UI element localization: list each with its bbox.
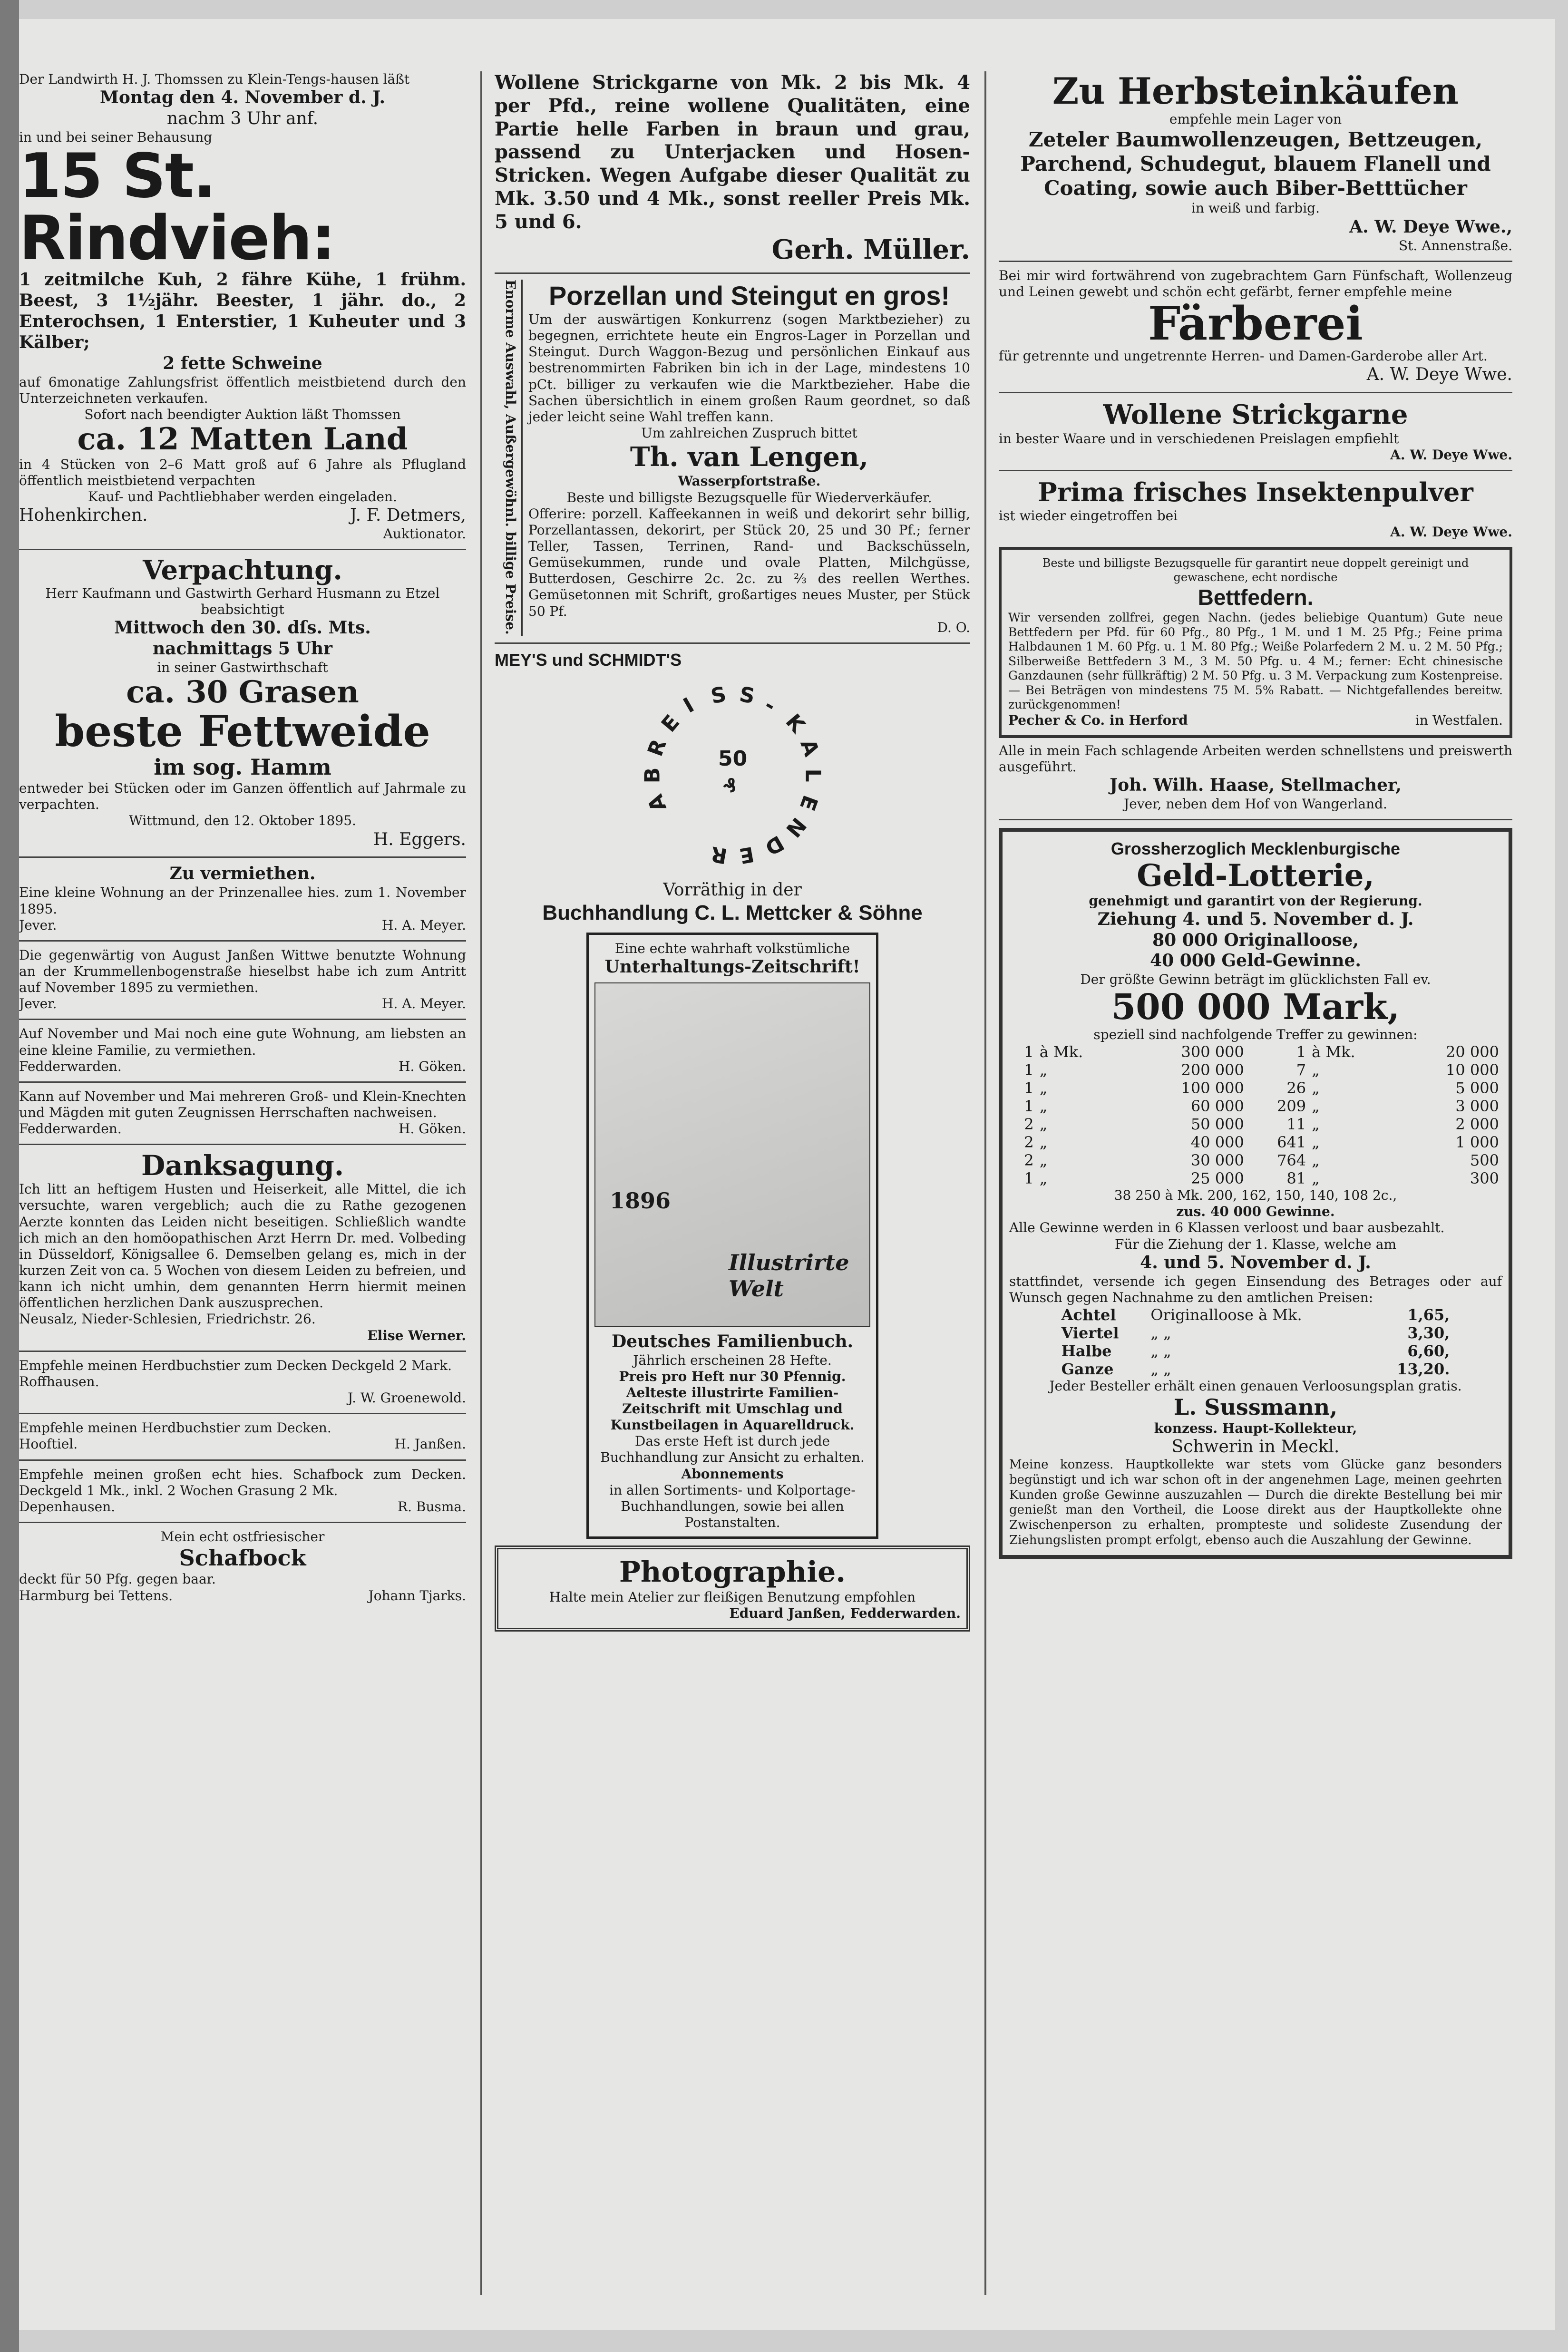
ad-text: zus. 40 000 Gewinne. xyxy=(1176,1204,1335,1220)
ad-place: Fedderwarden. xyxy=(19,1058,122,1074)
prize-cell: 2 xyxy=(1024,1151,1034,1170)
prize-cell: „ xyxy=(1039,1115,1048,1134)
ad-text: in bester Waare und in verschiedenen Preislagen empfiehlt xyxy=(999,431,1399,447)
ad-name: Pecher & Co. in Herford xyxy=(1008,712,1188,728)
ad-place: Neusalz, Nieder-Schlesien, Friedrichstr. 26. xyxy=(19,1311,316,1327)
ad-text: Beste und billigste Bezugsquelle für Wiederverkäufer. xyxy=(566,489,932,505)
magazine-title: Illustrirte Welt xyxy=(729,1249,849,1302)
ad-herdbuchstier-2 xyxy=(19,1420,466,1452)
separator xyxy=(999,470,1512,471)
magazine-cover-image xyxy=(594,982,870,1327)
ad-text: Eine echte wahrhaft volkstümliche xyxy=(614,940,850,956)
ad-text: Sofort nach beendigter Auktion läßt Thomssen xyxy=(84,407,401,423)
ad-name: Joh. Wilh. Haase, Stellmacher, xyxy=(1110,775,1402,796)
price-row xyxy=(1059,1306,1453,1324)
ad-text: Kann auf November und Mai mehreren Groß- und Klein-Knechten und Mägden mit guten Zeugnissen Herrschaften nachweisen. xyxy=(19,1088,466,1121)
price-row xyxy=(1059,1342,1453,1360)
ad-signature xyxy=(19,1121,466,1137)
ad-text: Meine konzess. Hauptkollekte war stets vom Glücke ganz besonders begünstigt und ich war schon oft in der angenehmen Lage, meinen geehrten Kunden große Gewinne auszuzahlen — Durch die direkte Bestellung bei mir genießt man den Vortheil, die Loose direkt aus der Hauptkollekte ohne Zwischenperson zu erhalten, prompteste und solideste Zusendung der Ziehungslisten prompt erfolgt, ebenso auch die Auszahlung der Gewinne. xyxy=(1009,1458,1502,1547)
prize-cell: 25 000 xyxy=(1190,1169,1244,1188)
ad-strickgarne-deye xyxy=(999,399,1512,464)
ad-title: Wollene Strickgarne xyxy=(1103,398,1408,430)
ad-text: Grossherzoglich Mecklenburgische xyxy=(1110,839,1401,859)
ad-text: speziell sind nachfolgende Treffer zu gewinnen: xyxy=(1093,1026,1418,1042)
column-left xyxy=(19,71,466,2295)
ad-signature xyxy=(19,505,466,526)
ad-herdbuchstier-1 xyxy=(19,1358,466,1406)
prize-cell: „ xyxy=(1312,1061,1320,1079)
ad-time: nachm 3 Uhr anf. xyxy=(166,109,319,129)
separator xyxy=(19,1144,466,1145)
ad-text: 40 000 Geld-Gewinne. xyxy=(1150,951,1361,971)
kalender-price: 50 xyxy=(718,746,748,771)
ad-insektenpulver xyxy=(999,477,1512,540)
prize-cell: „ xyxy=(1312,1079,1320,1098)
separator xyxy=(999,261,1512,262)
separator xyxy=(495,642,970,644)
ad-text: Auf November und Mai noch eine gute Wohnung, am liebsten an eine kleine Familie, zu vermiethen. xyxy=(19,1026,466,1058)
prize-cell: 1 xyxy=(1024,1043,1034,1061)
ad-text: Eine kleine Wohnung an der Prinzenallee hies. zum 1. November 1895. xyxy=(19,884,466,917)
ad-name: L. Sussmann, xyxy=(1173,1394,1338,1420)
ad-text: MEY'S und SCHMIDT'S xyxy=(495,650,682,670)
prize-cell: 2 000 xyxy=(1455,1115,1499,1134)
kalender-letter: E xyxy=(794,792,822,814)
ad-illustrirte-welt xyxy=(586,933,878,1539)
ad-abreiss-kalender xyxy=(495,650,970,926)
prize-cell: 81 xyxy=(1286,1169,1306,1188)
kalender-letter: R xyxy=(709,841,730,868)
price-cell: 13,20. xyxy=(1397,1360,1450,1378)
ad-text: Zeteler Baumwollenzeugen, Bettzeugen, Parchend, Schudegut, blauem Flanell und Coating, sowie auch Biber-Betttücher xyxy=(1020,127,1491,200)
ad-body: 1 zeitmilche Kuh, 2 fähre Kühe, 1 frühm. Beest, 3 1½jähr. Beester, 1 jähr. do., 2 Enterochsen, 1 Enterstier, 1 Kuheuter und 3 Kälber; xyxy=(19,270,466,352)
ad-text: Kauf- und Pachtliebhaber werden eingeladen. xyxy=(88,488,397,505)
ad-name: A. W. Deye Wwe., xyxy=(1349,216,1512,237)
ad-name: H. Eggers. xyxy=(373,829,466,849)
ad-text: Herr Kaufmann und Gastwirth Gerhard Husmann zu Etzel beabsichtigt xyxy=(45,585,440,617)
ad-text: Um zahlreichen Zuspruch bittet xyxy=(641,425,857,441)
separator xyxy=(19,549,466,550)
ad-name: Th. van Lengen, xyxy=(630,441,869,473)
ad-place: Harmburg bei Tettens. xyxy=(19,1587,173,1604)
prize-cell: 1 xyxy=(1024,1097,1034,1116)
ad-signature xyxy=(19,1436,466,1452)
prize-cell: „ xyxy=(1039,1061,1048,1079)
ad-knechte xyxy=(19,1089,466,1137)
kalender-letter: A xyxy=(795,736,824,759)
prize-row xyxy=(1009,1043,1502,1061)
prize-cell: 3 000 xyxy=(1455,1097,1499,1116)
ad-name: Eduard Janßen, Fedderwarden. xyxy=(729,1605,961,1622)
ad-date: Montag den 4. November d. J. xyxy=(99,87,385,108)
ad-text: in weiß und farbig. xyxy=(1191,200,1320,216)
ad-text: in und bei seiner Behausung xyxy=(19,129,213,145)
column-rule-2 xyxy=(984,71,986,2295)
ad-name: R. Busma. xyxy=(397,1498,466,1515)
ad-porzellan xyxy=(495,280,970,636)
ad-text: 80 000 Originalloose, xyxy=(1152,930,1359,950)
kalender-letter: S xyxy=(709,682,729,709)
prize-cell: 209 xyxy=(1277,1097,1306,1116)
kalender-letter: K xyxy=(780,709,810,738)
separator xyxy=(19,1522,466,1523)
prize-cell: 764 xyxy=(1277,1151,1306,1170)
ad-signature xyxy=(19,1059,466,1075)
prize-cell: 7 xyxy=(1296,1061,1306,1079)
ad-side-strip xyxy=(495,280,521,636)
ad-text: in 4 Stücken von 2–6 Matt groß auf 6 Jahre als Pflugland öffentlich meistbietend verpachten xyxy=(19,456,466,488)
ad-wohnung xyxy=(19,947,466,1012)
ad-signature xyxy=(19,917,466,933)
ad-name: J. F. Detmers, xyxy=(350,505,466,525)
ad-name: Johann Tjarks. xyxy=(368,1587,466,1604)
ad-text: Offerire: porzell. Kaffeekannen in weiß und dekorirt sehr billig, Porzellantassen, dekorirt, per Stück 20, 25 und 30 Pf.; ferner Teller, Tassen, Terrinen, Rand- und Backschüsseln, Gemüsekummen, runde und ovale Platten, Milchgüsse, Butterdosen, Geschirre 2c. 2c. zu ⅔ des reellen Werthes. Gemüsetonnen mit Schrift, großartiges neues Muster, per Stück 50 Pf. xyxy=(528,505,970,619)
ad-title: Verpachtung. xyxy=(143,554,342,586)
price-cell: 6,60, xyxy=(1407,1341,1450,1360)
ad-name: A. W. Deye Wwe. xyxy=(1366,364,1512,384)
kalender-letter: A xyxy=(643,791,672,815)
ad-title: Geld-Lotterie, xyxy=(1137,858,1374,894)
ad-text: Halte mein Atelier zur fleißigen Benutzung empfohlen xyxy=(549,1589,916,1605)
ad-role: Auktionator. xyxy=(383,525,466,542)
prize-cell: „ xyxy=(1312,1169,1320,1188)
prize-cell: à Mk. xyxy=(1312,1043,1355,1061)
ad-text: Empfehle meinen großen echt hies. Schafbock zum Decken. Deckgeld 1 Mk., inkl. 2 Wochen Grasung 2 Mk. xyxy=(19,1466,466,1498)
column-right xyxy=(999,71,1512,2295)
ad-text: Preis pro Heft nur 30 Pfennig. xyxy=(619,1368,846,1384)
prize-cell: „ xyxy=(1312,1133,1320,1152)
ad-title: Zu vermiethen. xyxy=(169,864,316,884)
prize-cell: 1 000 xyxy=(1455,1133,1499,1152)
ad-text: Mein echt ostfriesischer xyxy=(160,1529,325,1545)
ad-text: deckt für 50 Pfg. gegen baar. xyxy=(19,1571,216,1587)
separator xyxy=(19,1351,466,1352)
price-cell: 1,65, xyxy=(1407,1305,1450,1324)
ad-text: Ich litt an heftigem Husten und Heiserkeit, alle Mittel, die ich versuchte, waren vergeblich; auch die zu Rathe gezogenen Aerzte konnten das Leiden nicht beseitigen. Schließlich wandte ich mich an den homöopathischen Arzt Herrn Dr. med. Volbeding in Düsseldorf, Königsallee 6. Demselben gelang es, mich in der kurzen Zeit von ca. 5 Wochen von diesem Leiden zu befreien, und kann ich nicht umhin, dem genannten Herrn hiermit meinen öffentlichen herzlichen Dank auszusprechen. xyxy=(19,1181,466,1311)
separator xyxy=(19,1019,466,1020)
prize-cell: „ xyxy=(1312,1097,1320,1116)
prize-cell: 1 xyxy=(1024,1061,1034,1079)
kalender-letter: E xyxy=(656,710,684,737)
ad-date: Wittmund, den 12. Oktober 1895. xyxy=(129,813,356,829)
ad-name: H. A. Meyer. xyxy=(381,917,466,933)
ad-initials: D. O. xyxy=(937,619,970,635)
kalender-letter: E xyxy=(737,842,756,868)
ad-text: in allen Sortiments- und Kolportage-Buchhandlungen, sowie bei allen Postanstalten. xyxy=(609,1482,856,1531)
kalender-letter: S xyxy=(737,682,757,709)
ad-street: Wasserpfortstraße. xyxy=(678,473,821,489)
ad-name: H. Göken. xyxy=(399,1058,466,1074)
ad-text: auf 6monatige Zahlungsfrist öffentlich meistbietend durch den Unterzeichneten verkaufen. xyxy=(19,374,466,406)
ad-headline: im sog. Hamm xyxy=(154,754,331,780)
price-cell: Achtel xyxy=(1061,1305,1116,1324)
ad-title: Schafbock xyxy=(179,1545,306,1571)
prize-row xyxy=(1009,1097,1502,1115)
prize-cell: „ xyxy=(1039,1079,1048,1098)
prize-cell: „ xyxy=(1039,1169,1048,1188)
ad-bettfedern xyxy=(999,547,1512,738)
ad-text: Alle Gewinne werden in 6 Klassen verloost und baar ausbezahlt. xyxy=(1009,1220,1445,1236)
ad-stellmacher xyxy=(999,743,1512,812)
kalender-letter: D xyxy=(760,830,788,860)
ad-place: Hohenkirchen. xyxy=(19,505,148,525)
ad-place: Roffhausen. xyxy=(19,1373,99,1390)
prize-cell: 2 xyxy=(1024,1115,1034,1134)
price-cell: „ „ xyxy=(1150,1341,1171,1360)
prize-cell: 60 000 xyxy=(1190,1097,1244,1116)
ad-text: für getrennte und ungetrennte Herren- und Damen-Garderobe aller Art. xyxy=(999,348,1488,364)
kalender-letter: - xyxy=(760,692,780,718)
prize-cell: „ xyxy=(1039,1133,1048,1152)
ad-text: empfehle mein Lager von xyxy=(1169,111,1342,127)
ad-text: entweder bei Stücken oder im Ganzen öffentlich auf Jahrmale zu verpachten. xyxy=(19,780,466,813)
ad-title: Porzellan und Steingut en gros! xyxy=(548,280,950,311)
ad-headline: ca. 12 Matten Land xyxy=(77,421,408,457)
separator xyxy=(999,392,1512,393)
prize-row xyxy=(1009,1079,1502,1097)
ad-text: 4. und 5. November d. J. xyxy=(1140,1252,1371,1273)
ad-schafbock xyxy=(19,1529,466,1604)
ad-name: Elise Werner. xyxy=(367,1327,466,1343)
ad-text: Deutsches Familienbuch. xyxy=(611,1331,854,1351)
ad-headline: 15 St. Rindvieh: xyxy=(19,141,335,274)
ad-text: 38 250 à Mk. 200, 162, 150, 140, 108 2c., xyxy=(1114,1187,1397,1204)
separator xyxy=(999,819,1512,820)
price-row xyxy=(1059,1360,1453,1378)
ad-title: Zu Herbsteinkäufen xyxy=(1052,71,1459,112)
prize-cell: 1 xyxy=(1024,1169,1034,1188)
ad-danksagung xyxy=(19,1151,466,1343)
prize-row xyxy=(1009,1061,1502,1079)
prize-cell: 300 xyxy=(1470,1169,1499,1188)
kalender-letter: N xyxy=(781,813,811,842)
ad-text: in seiner Gastwirthschaft xyxy=(157,659,328,675)
prize-cell: „ xyxy=(1312,1151,1320,1170)
ad-text: Empfehle meinen Herdbuchstier zum Decken. xyxy=(19,1420,331,1436)
ad-text: Der größte Gewinn beträgt im glücklichsten Fall ev. xyxy=(1080,972,1431,988)
separator xyxy=(19,940,466,942)
ad-text: Jeder Besteller erhält einen genauen Verloosungsplan gratis. xyxy=(1049,1378,1462,1394)
ad-text: Jährlich erscheinen 28 Hefte. xyxy=(633,1352,832,1368)
ad-text: Um der auswärtigen Konkurrenz (sogen Marktbezieher) zu begegnen, errichtete heute ein Engros-Lager in Porzellan und Steingut. Durch Waggon-Bezug und persönlichen Einkauf aus bestrenommirten Fabriken bin ich in der Lage, mindestens 10 pCt. billiger zu verkaufen wie die Marktbezieher. Habe die Sachen übersichtlich in einem großen Raum geordnet, so daß jeder leicht seine Wahl treffen kann. xyxy=(528,311,970,425)
ad-text: Alle in mein Fach schlagende Arbeiten werden schnellstens und preiswerth ausgeführt. xyxy=(999,742,1512,775)
column-rule-1 xyxy=(480,71,482,2295)
ad-text: genehmigt und garantirt von der Regierung. xyxy=(1089,893,1422,909)
ad-text: Beste und billigste Bezugsquelle für garantirt neue doppelt gereinigt und gewaschene, echt nordische xyxy=(1042,556,1469,584)
ad-name: Gerh. Müller. xyxy=(771,233,970,265)
scan-left-edge xyxy=(0,0,19,2352)
ad-text: Der Landwirth H. J. Thomssen zu Klein-Tengs-hausen läßt xyxy=(19,71,410,87)
prize-cell: 641 xyxy=(1277,1133,1306,1152)
price-cell: Originalloose à Mk. xyxy=(1150,1305,1302,1324)
prize-cell: 50 000 xyxy=(1190,1115,1244,1134)
prize-cell: 40 000 xyxy=(1190,1133,1244,1152)
ad-verpachtung xyxy=(19,556,466,850)
ad-porzellan-body xyxy=(521,280,970,636)
ad-text: ist wieder eingetroffen bei xyxy=(999,508,1178,524)
price-cell: Halbe xyxy=(1061,1341,1112,1360)
ad-signature xyxy=(1008,712,1503,729)
ad-schafbock-decken xyxy=(19,1467,466,1515)
prize-cell: 20 000 xyxy=(1446,1043,1499,1061)
kalender-unit: ₰ xyxy=(723,775,736,797)
ad-text: 2 fette Schweine xyxy=(163,353,322,373)
ad-headline: beste Fettweide xyxy=(55,706,430,757)
ad-strickgarne-mueller xyxy=(495,71,970,266)
ad-name: A. W. Deye Wwe. xyxy=(1390,447,1512,463)
price-cell: „ „ xyxy=(1150,1323,1171,1342)
ad-text: Wir versenden zollfrei, gegen Nachn. (jedes beliebige Quantum) Gute neue Bettfedern per Pfd. für 60 Pfg., 80 Pfg., 1 M. und 1 M. 25 Pfg.; Feine prima Halbdaunen 1 M. 60 Pfg. u. 1 M. 80 Pfg.; Weiße Polarfedern 2 M. u. 2 M. 50 Pfg.; Silberweiße Bettfedern 3 M., 3 M. 50 Pfg. u. 4 M.; ferner: Echt chinesische Ganzdaunen (sehr füllkräftig) 2 M. 50 Pfg. u. 3 M. Verpackung zum Kostenpreise. — Bei Beträgen von mindestens 75 M. 5% Rabatt. — Nichtgefallendes bereitw. zurückgenommen! xyxy=(1008,611,1503,712)
separator xyxy=(19,856,466,858)
price-cell: „ „ xyxy=(1150,1360,1171,1378)
prize-cell: 1 xyxy=(1024,1079,1034,1098)
price-cell: Ganze xyxy=(1061,1360,1114,1378)
ad-name: H. Janßen. xyxy=(394,1436,466,1452)
ad-text: Vorräthig in der xyxy=(663,880,802,900)
ad-place: in Westfalen. xyxy=(1415,712,1503,728)
kalender-letter: L xyxy=(800,768,825,782)
kalender-letter: I xyxy=(679,692,699,718)
price-table xyxy=(1059,1306,1453,1378)
ad-place: Depenhausen. xyxy=(19,1498,116,1515)
ad-place: Jever, neben dem Hof von Wangerland. xyxy=(1124,796,1387,812)
magazine-year: 1896 xyxy=(610,1187,671,1214)
ad-title: Photographie. xyxy=(619,1555,846,1589)
column-middle xyxy=(495,71,970,2295)
prize-cell: „ xyxy=(1312,1115,1320,1134)
ad-text: Empfehle meinen Herdbuchstier zum Decken Deckgeld 2 Mark. xyxy=(19,1357,452,1373)
separator xyxy=(19,1459,466,1461)
separator xyxy=(19,1081,466,1083)
ad-text: Die gegenwärtig von August Janßen Wittwe benutzte Wohnung an der Krummellenbogenstraße hieselbst habe ich zum Antritt auf November 1895 zu vermiethen. xyxy=(19,947,466,996)
prize-cell: 2 xyxy=(1024,1133,1034,1152)
prize-cell: 26 xyxy=(1286,1079,1306,1098)
ad-wohnung-mai xyxy=(19,1026,466,1074)
ad-rindvieh-auction xyxy=(19,71,466,542)
ad-place: Hooftiel. xyxy=(19,1436,78,1452)
ad-signature xyxy=(19,1499,466,1515)
ad-text: Bei mir wird fortwährend von zugebrachtem Garn Fünfschaft, Wollenzeug und Leinen gewebt und schön echt gefärbt, ferner empfehle meine xyxy=(999,267,1512,300)
prize-cell: 11 xyxy=(1286,1115,1306,1134)
kalender-circle xyxy=(633,675,832,875)
ad-herbsteinkaeufe xyxy=(999,71,1512,254)
ad-name: H. Göken. xyxy=(399,1121,466,1137)
prize-cell: 500 xyxy=(1470,1151,1499,1170)
prize-row xyxy=(1009,1133,1502,1151)
ad-date: Mittwoch den 30. dſs. Mts. xyxy=(114,618,371,638)
ad-faerberei xyxy=(999,268,1512,385)
separator xyxy=(19,1413,466,1414)
prize-cell: 5 000 xyxy=(1455,1079,1499,1098)
ad-title: Färberei xyxy=(1148,296,1363,350)
prize-cell: 10 000 xyxy=(1446,1061,1499,1079)
prize-row xyxy=(1009,1169,1502,1187)
prize-cell: 30 000 xyxy=(1190,1151,1244,1170)
ad-text: Das erste Heft ist durch jede Buchhandlung zur Ansicht zu erhalten. xyxy=(600,1433,865,1466)
ad-title: Danksagung. xyxy=(141,1149,344,1182)
price-cell: 3,30, xyxy=(1407,1323,1450,1342)
price-cell: Viertel xyxy=(1061,1323,1119,1342)
ad-text: Abonnements xyxy=(681,1466,784,1482)
kalender-letter: B xyxy=(640,767,665,784)
ad-text: stattfindet, versende ich gegen Einsendung des Betrages oder auf Wunsch gegen Nachnahme zu den amtlichen Preisen: xyxy=(1009,1273,1502,1305)
ad-title: Bettfedern. xyxy=(1198,584,1314,610)
ad-text: Schwerin in Meckl. xyxy=(1171,1437,1340,1457)
ad-signature xyxy=(19,1588,466,1604)
ad-zu-vermiethen xyxy=(19,864,466,933)
ad-text: Ziehung 4. und 5. November d. J. xyxy=(1097,909,1414,929)
prize-row xyxy=(1009,1115,1502,1133)
prize-cell: 200 000 xyxy=(1181,1061,1244,1079)
separator xyxy=(495,272,970,274)
ad-text: Für die Ziehung der 1. Klasse, welche am xyxy=(1115,1236,1396,1252)
ad-time: nachmittags 5 Uhr xyxy=(152,638,333,659)
price-row xyxy=(1059,1324,1453,1342)
ad-street: St. Annenstraße. xyxy=(1399,237,1512,253)
ad-geld-lotterie xyxy=(999,828,1512,1558)
ad-name: J. W. Groenewold. xyxy=(348,1390,466,1406)
ad-place: Fedderwarden. xyxy=(19,1121,122,1137)
ad-signature xyxy=(19,996,466,1012)
ad-text: konzess. Haupt-Kollekteur, xyxy=(1154,1420,1357,1437)
ad-shop: Buchhandlung C. L. Mettcker & Söhne xyxy=(542,901,923,924)
ad-prize: 500 000 Mark, xyxy=(1111,986,1400,1028)
prize-cell: à Mk. xyxy=(1039,1043,1083,1061)
ad-name: H. A. Meyer. xyxy=(381,996,466,1012)
ad-text: Aelteste illustrirte Familien-Zeitschrift mit Umschlag und Kunstbeilagen in Aquarelldruck. xyxy=(610,1384,855,1433)
ad-body: Wollene Strickgarne von Mk. 2 bis Mk. 4 per Pfd., reine wollene Qualitäten, eine Partie helle Farben in braun und grau, passend zu Unterjacken und Hosen-Stricken. Wegen Aufgabe dieser Qualität zu Mk. 3.50 und 4 Mk., sonst reeller Preis Mk. 5 und 6. xyxy=(495,71,970,233)
prize-cell: 100 000 xyxy=(1181,1079,1244,1098)
prize-row xyxy=(1009,1151,1502,1169)
ad-name: A. W. Deye Wwe. xyxy=(1390,524,1512,540)
prize-cell: 300 000 xyxy=(1181,1043,1244,1061)
ad-side-text: Enorme Auswahl, Außergewöhnl. billige Preise. xyxy=(503,279,518,635)
kalender-letter: R xyxy=(643,736,672,759)
prize-table xyxy=(1009,1043,1502,1187)
prize-cell: „ xyxy=(1039,1097,1048,1116)
ad-headline: ca. 30 Grasen xyxy=(126,674,359,710)
ad-text: Unterhaltungs-Zeitschrift! xyxy=(604,956,860,977)
ad-place: Jever. xyxy=(19,996,57,1012)
ad-photographie xyxy=(495,1545,970,1631)
ad-place: Jever. xyxy=(19,917,57,933)
ad-title: Prima frisches Insektenpulver xyxy=(1038,477,1473,508)
prize-cell: 1 xyxy=(1296,1043,1306,1061)
prize-cell: „ xyxy=(1039,1151,1048,1170)
